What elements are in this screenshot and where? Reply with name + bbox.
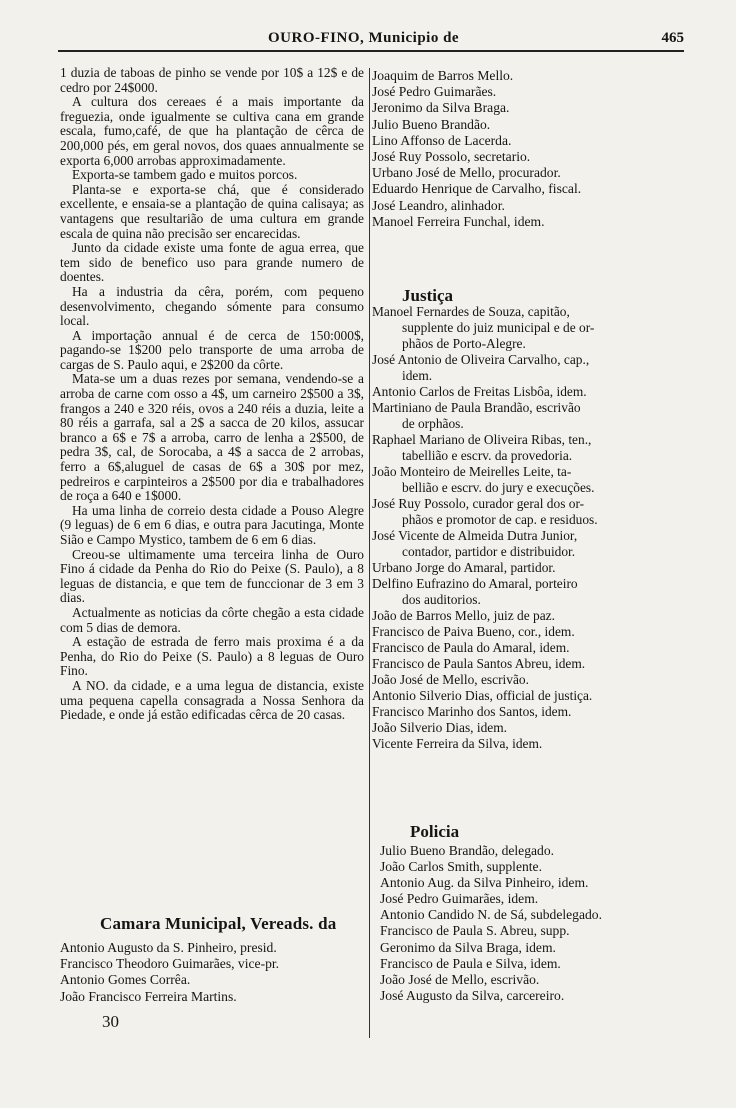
list-item: Antonio Aug. da Silva Pinheiro, idem. (380, 875, 589, 891)
entry-line: José Vicente de Almeida Dutra Junior, (372, 528, 578, 543)
camara-member: Antonio Augusto da S. Pinheiro, presid. (60, 940, 277, 955)
list-item: José Pedro Guimarães, idem. (380, 891, 539, 907)
list-item: Julio Bueno Brandão. (372, 116, 491, 132)
entry-line: Antonio Silverio Dias, official de justiça. (372, 688, 593, 703)
entry-line: José Ruy Possolo, curador geral dos or- (372, 496, 585, 511)
entry-continuation: bellião e escrv. do jury e execuções. (402, 480, 595, 495)
justica-entry (372, 736, 684, 752)
paragraph: Creou-se ultimamente uma terceira linha de Ouro Fino á cidade da Penha do Rio do Peixe (S. Paulo), a 8 leguas de distancia, e que tem de funccionar de 3 em 3 dias. (60, 546, 364, 606)
paragraph: A importação annual é de cerca de 150:000$, pagando-se 1$200 pelo transporte de uma arroba de cargas de S. Paulo aqui, e 2$200 da côrte. (60, 327, 364, 372)
camara-member: Antonio Gomes Corrêa. (60, 972, 191, 988)
camara-members (60, 940, 372, 1005)
entry-continuation: supplente do juiz municipal e de or- (402, 320, 595, 335)
paragraph: Junto da cidade existe uma fonte de agua errea, que tem sido de benefico uso para grande numero de doentes. (60, 240, 364, 285)
justica-heading: Justiça (402, 286, 453, 305)
entry-line: Martiniano de Paula Brandão, escrivão (372, 400, 581, 415)
list-item: Antonio Candido N. de Sá, subdelegado. (380, 907, 603, 923)
justica-entry (372, 624, 684, 640)
left-column (60, 66, 364, 723)
running-title: OURO-FINO, Municipio de (268, 30, 460, 46)
entry-line: Francisco de Paula do Amaral, idem. (372, 640, 570, 655)
list-item: Manoel Ferreira Funchal, idem. (372, 213, 545, 229)
entry-continuation: contador, partidor e distribuidor. (402, 544, 576, 559)
paragraph: A NO. da cidade, e a uma legua de distancia, existe uma pequena capella consagrada a Nossa Senhora da Piedade, e onde já estão edificadas cêrca de 20 casas. (60, 677, 364, 723)
paragraph: Mata-se um a duas rezes por semana, vendendo-se a arroba de carne com osso a 4$, um carneiro 2$500 a 3$, frangos a 240 e 320 réis, ovos a 240 réis a duzia, leite a 80 réis a garrafa, sal a 2$ a sacca de 20 kilos, assucar branco a 6$ e 7$ a arroba, carro de lenha a 2$500, de pedra 3$, cal, de Sorocaba, a 4$ a sacca de 2 arrobas, ferro a 6$,aluguel de casas de 6$ a 30$ por mez, pedreiros e carpinteiros a 2$500 por dia e trabalhadores de roça a 640 e 1$000. (60, 371, 364, 504)
list-item: Jeronimo da Silva Braga. (372, 100, 510, 116)
list-item: José Ruy Possolo, secretario. (372, 149, 531, 165)
list-item: Francisco de Paula S. Abreu, supp. (380, 923, 570, 939)
justica-list (372, 304, 684, 752)
entry-line: Francisco Marinho dos Santos, idem. (372, 704, 572, 719)
entry-line: Francisco de Paiva Bueno, cor., idem. (372, 624, 575, 639)
list-item: Geronimo da Silva Braga, idem. (380, 939, 556, 955)
entry-continuation: tabellião e escrv. da provedoria. (402, 448, 573, 463)
entry-continuation: phãos e promotor de cap. e residuos. (402, 512, 598, 527)
justica-entry (372, 352, 684, 384)
entry-line: João de Barros Mello, juiz de paz. (372, 608, 555, 623)
policia-heading: Policia (410, 822, 460, 841)
list-item: Joaquim de Barros Mello. (372, 68, 514, 83)
signature-number: 30 (102, 1012, 119, 1031)
paragraph: Exporta-se tambem gado e muitos porcos. (72, 167, 298, 183)
page-number: 465 (661, 30, 684, 46)
entry-continuation: idem. (402, 368, 433, 383)
paragraph: A cultura dos cereaes é a mais importante da freguezia, onde igualmente se cultiva cana em grande escala, fumo,café, de que ha plantação de cêrca de 200,000 pés, em geral novos, dos quaes annualmente se exporta 6,000 arrobas approximadamente. (60, 94, 364, 168)
justica-entry (372, 688, 684, 704)
paragraph: A estação de estrada de ferro mais proxima é a da Penha, do Rio do Peixe (S. Paulo) a 8 leguas de Ouro Fino. (60, 634, 364, 679)
paragraph: Ha uma linha de correio desta cidade a Pouso Alegre (9 leguas) de 6 em 6 dias, e outra para Jacutinga, Monte Sião e Campo Mystico, tambem de 6 em 6 dias. (60, 502, 364, 547)
paragraph: 1 duzia de taboas de pinho se vende por 10$ a 12$ e de cedro por 24$000. (60, 65, 364, 95)
paragraph: Actualmente as noticias da côrte chegão a esta cidade com 5 dias de demora. (60, 604, 364, 635)
entry-continuation: dos auditorios. (402, 592, 481, 607)
entry-line: João Silverio Dias, idem. (372, 720, 508, 735)
justica-entry (372, 608, 684, 624)
list-item: Lino Affonso de Lacerda. (372, 132, 512, 148)
justica-entry (372, 576, 684, 608)
justica-entry (372, 464, 684, 496)
list-item: José Pedro Guimarães. (372, 84, 497, 100)
list-item: Julio Bueno Brandão, delegado. (380, 843, 555, 858)
entry-line: Antonio Carlos de Freitas Lisbôa, idem. (372, 384, 587, 399)
list-item: João José de Mello, escrivão. (380, 971, 540, 987)
entry-line: Francisco de Paula Santos Abreu, idem. (372, 656, 586, 671)
justica-entry (372, 720, 684, 736)
camara-heading: Camara Municipal, Vereads. da (100, 914, 337, 933)
entry-line: Raphael Mariano de Oliveira Ribas, ten., (372, 432, 592, 447)
justica-entry (372, 704, 684, 720)
list-item: Urbano José de Mello, procurador. (372, 165, 561, 181)
list-item: João Carlos Smith, supplente. (380, 859, 542, 875)
entry-continuation: de orphãos. (402, 416, 464, 431)
list-item: José Augusto da Silva, carcereiro. (380, 987, 565, 1003)
justica-entry (372, 528, 684, 560)
entry-line: Manoel Fernardes de Souza, capitão, (372, 304, 570, 319)
list-item: Francisco de Paula e Silva, idem. (380, 955, 561, 971)
list-item: José Leandro, alinhador. (372, 197, 505, 213)
justica-entry (372, 400, 684, 432)
entry-continuation: phãos de Porto-Alegre. (402, 336, 526, 351)
justica-entry (372, 304, 684, 352)
entry-line: João Monteiro de Meirelles Leite, ta- (372, 464, 572, 479)
entry-line: Urbano Jorge do Amaral, partidor. (372, 560, 556, 575)
justica-entry (372, 560, 684, 576)
entry-line: José Antonio de Oliveira Carvalho, cap., (372, 352, 590, 367)
camara-member: Francisco Theodoro Guimarães, vice-pr. (60, 956, 280, 972)
justica-entry (372, 384, 684, 400)
justica-entry (372, 656, 684, 672)
paragraph: Ha a industria da cêra, porém, com pequeno desenvolvimento, chegando sómente para consumo local. (60, 283, 364, 329)
policia-list (380, 843, 684, 1004)
entry-line: Vicente Ferreira da Silva, idem. (372, 736, 543, 751)
entry-line: Delfino Eufrazino do Amaral, porteiro (372, 576, 578, 591)
paragraph: Planta-se e exporta-se chá, que é considerado excellente, e ensaia-se a plantação de quina calisaya; as vantagens que resultarião de uma cultura em grande escala de quina não precisão ser encarecidas. (60, 181, 364, 241)
justica-entry (372, 496, 684, 528)
justica-entry (372, 672, 684, 688)
header-rule (58, 50, 684, 52)
page-header (58, 28, 684, 48)
camara-member: João Francisco Ferreira Martins. (60, 988, 237, 1004)
column-divider (369, 68, 370, 1038)
vereadores-list (372, 68, 684, 230)
justica-entry (372, 640, 684, 656)
entry-line: João José de Mello, escrivão. (372, 672, 529, 687)
list-item: Eduardo Henrique de Carvalho, fiscal. (372, 181, 582, 197)
justica-entry (372, 432, 684, 464)
